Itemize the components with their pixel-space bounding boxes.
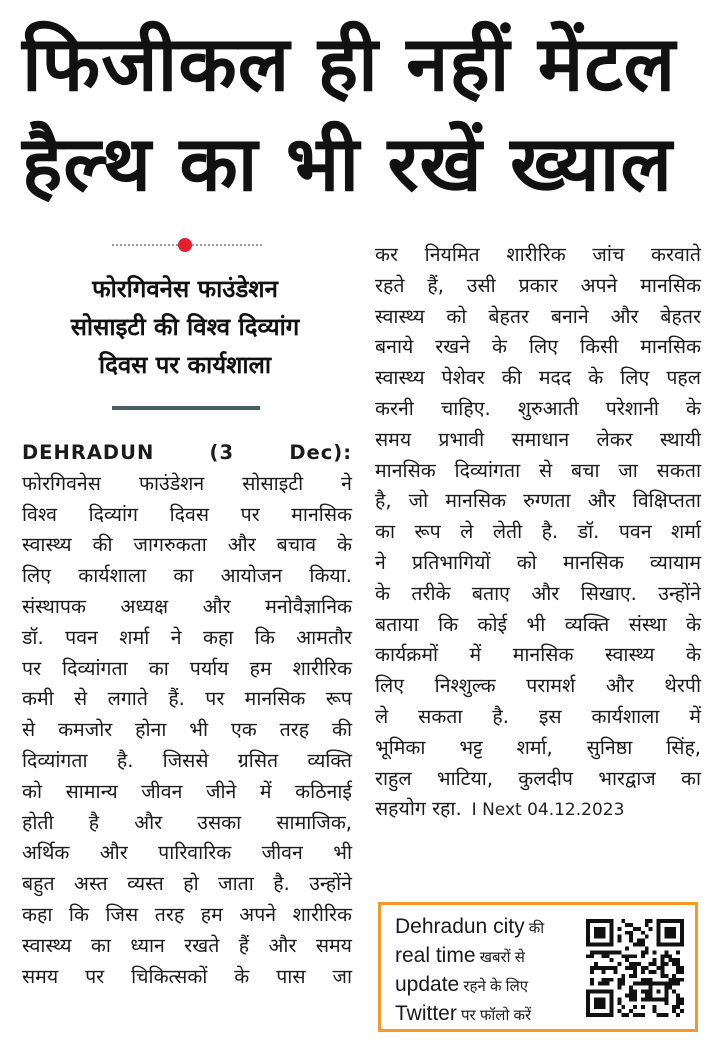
promo-text-1: Dehradun city (395, 915, 525, 938)
source-credit: I Next 04.12.2023 (471, 800, 625, 821)
right-line: करनी चाहिए. शुरुआती परेशानी के (375, 396, 701, 420)
qr-code-icon[interactable] (586, 919, 684, 1017)
left-line: विश्व दिव्यांग दिवस पर मानसिक (22, 502, 352, 526)
right-line: है, जो मानसिक रुग्णता और विक्षिप्तता (375, 489, 701, 513)
right-line: कार्यक्रमों में मानसिक स्वास्थ्य के (375, 643, 701, 667)
left-line: कहा कि जिस तरह हम अपने शारीरिक (22, 902, 352, 926)
left-line: होती है और उसका सामाजिक, (22, 810, 352, 834)
dateline: DEHRADUN (3 Dec): (22, 441, 352, 464)
right-line: मानसिक दिव्यांगता से बचा जा सकता (375, 458, 701, 482)
promo-text-2b: खबरों से (475, 949, 525, 966)
right-line: रहते हैं, उसी प्रकार अपने मानसिक (375, 273, 701, 297)
left-line: को सामान्य जीवन जीने में कठिनाई (22, 779, 352, 803)
closing-text: सहयोग रहा. (375, 797, 462, 821)
right-line: के तरीके बताए और सिखाए. उन्होंने (375, 581, 701, 605)
subheadline (30, 270, 340, 384)
right-line: समय प्रभावी समाधान लेकर स्थायी (375, 427, 701, 451)
right-line: बनाये रखने के लिए किसी मानसिक (375, 335, 701, 359)
left-line: फोरगिवनेस फाउंडेशन सोसाइटी ने (22, 471, 352, 495)
left-line: दिव्यांगता है. जिससे ग्रसित व्यक्ति (22, 748, 352, 772)
subheadline-line-1: फोरगिवनेस फाउंडेशन (92, 275, 278, 303)
promo-text-4: Twitter (395, 1002, 457, 1025)
headline (22, 14, 702, 214)
right-line: राहुल भाटिया, कुलदीप भारद्वाज का (375, 766, 701, 790)
left-line: संस्थापक अध्यक्ष और मनोवैज्ञानिक (22, 594, 352, 618)
right-line: का रूप ले लेती है. डॉ. पवन शर्मा (375, 520, 701, 544)
left-line: बहुत अस्त व्यस्त हो जाता है. उन्होंने (22, 872, 352, 896)
promo-text-4b: पर फॉलो करें (456, 1007, 532, 1024)
headline-line-2: हैल्थ का भी रखें ख्याल (22, 119, 673, 208)
right-line: ने प्रतिभागियों को मानसिक व्यायाम (375, 550, 701, 574)
headline-line-1: फिजीकल ही नहीं मेंटल (22, 19, 677, 108)
right-line: ले सकता है. इस कार्यशाला में (375, 704, 701, 728)
right-line: कर नियमित शारीरिक जांच करवाते (375, 243, 701, 266)
left-line: अर्थिक और पारिवारिक जीवन भी (22, 841, 352, 865)
right-line: बताया कि कोई भी व्यक्ति संस्था के (375, 612, 701, 636)
article-column-right (375, 240, 701, 826)
left-line: कमी से लगाते हैं. पर मानसिक रूप (22, 687, 352, 711)
promo-text-2: real time (395, 944, 476, 967)
twitter-promo-box[interactable] (378, 902, 698, 1032)
left-line: लिए कार्यशाला का आयोजन किया. (22, 564, 352, 588)
promo-text (395, 913, 580, 1029)
left-line: पर दिव्यांगता का पर्याय हम शारीरिक (22, 656, 352, 680)
subheadline-line-3: दिवस पर कार्यशाला (98, 351, 272, 379)
left-line: से कमजोर होना भी एक तरह की (22, 718, 352, 742)
promo-text-3: update (395, 973, 460, 996)
section-rule (112, 406, 260, 410)
promo-text-1b: की (524, 920, 545, 937)
left-line: स्वास्थ्य का ध्यान रखते हैं और समय (22, 933, 352, 957)
right-line: स्वास्थ्य पेशेवर की मदद के लिए पहल (375, 366, 701, 390)
closing-line (375, 794, 701, 826)
red-dot-ornament (178, 238, 192, 252)
left-line: स्वास्थ्य की जागरुकता और बचाव के (22, 533, 352, 557)
article-column-left (22, 438, 352, 992)
promo-text-3b: रहने के लिए (459, 978, 529, 995)
right-line: भूमिका भट्ट शर्मा, सुनिष्ठा सिंह, (375, 735, 701, 759)
subheadline-line-2: सोसाइटी की विश्व दिव्यांग (70, 313, 300, 341)
left-line: समय पर चिकित्सकों के पास जा (22, 964, 352, 988)
left-line: डॉ. पवन शर्मा ने कहा कि आमतौर (22, 625, 352, 649)
right-line: लिए निश्शुल्क परामर्श और थेरपी (375, 674, 701, 698)
right-line: स्वास्थ्य को बेहतर बनाने और बेहतर (375, 304, 701, 328)
